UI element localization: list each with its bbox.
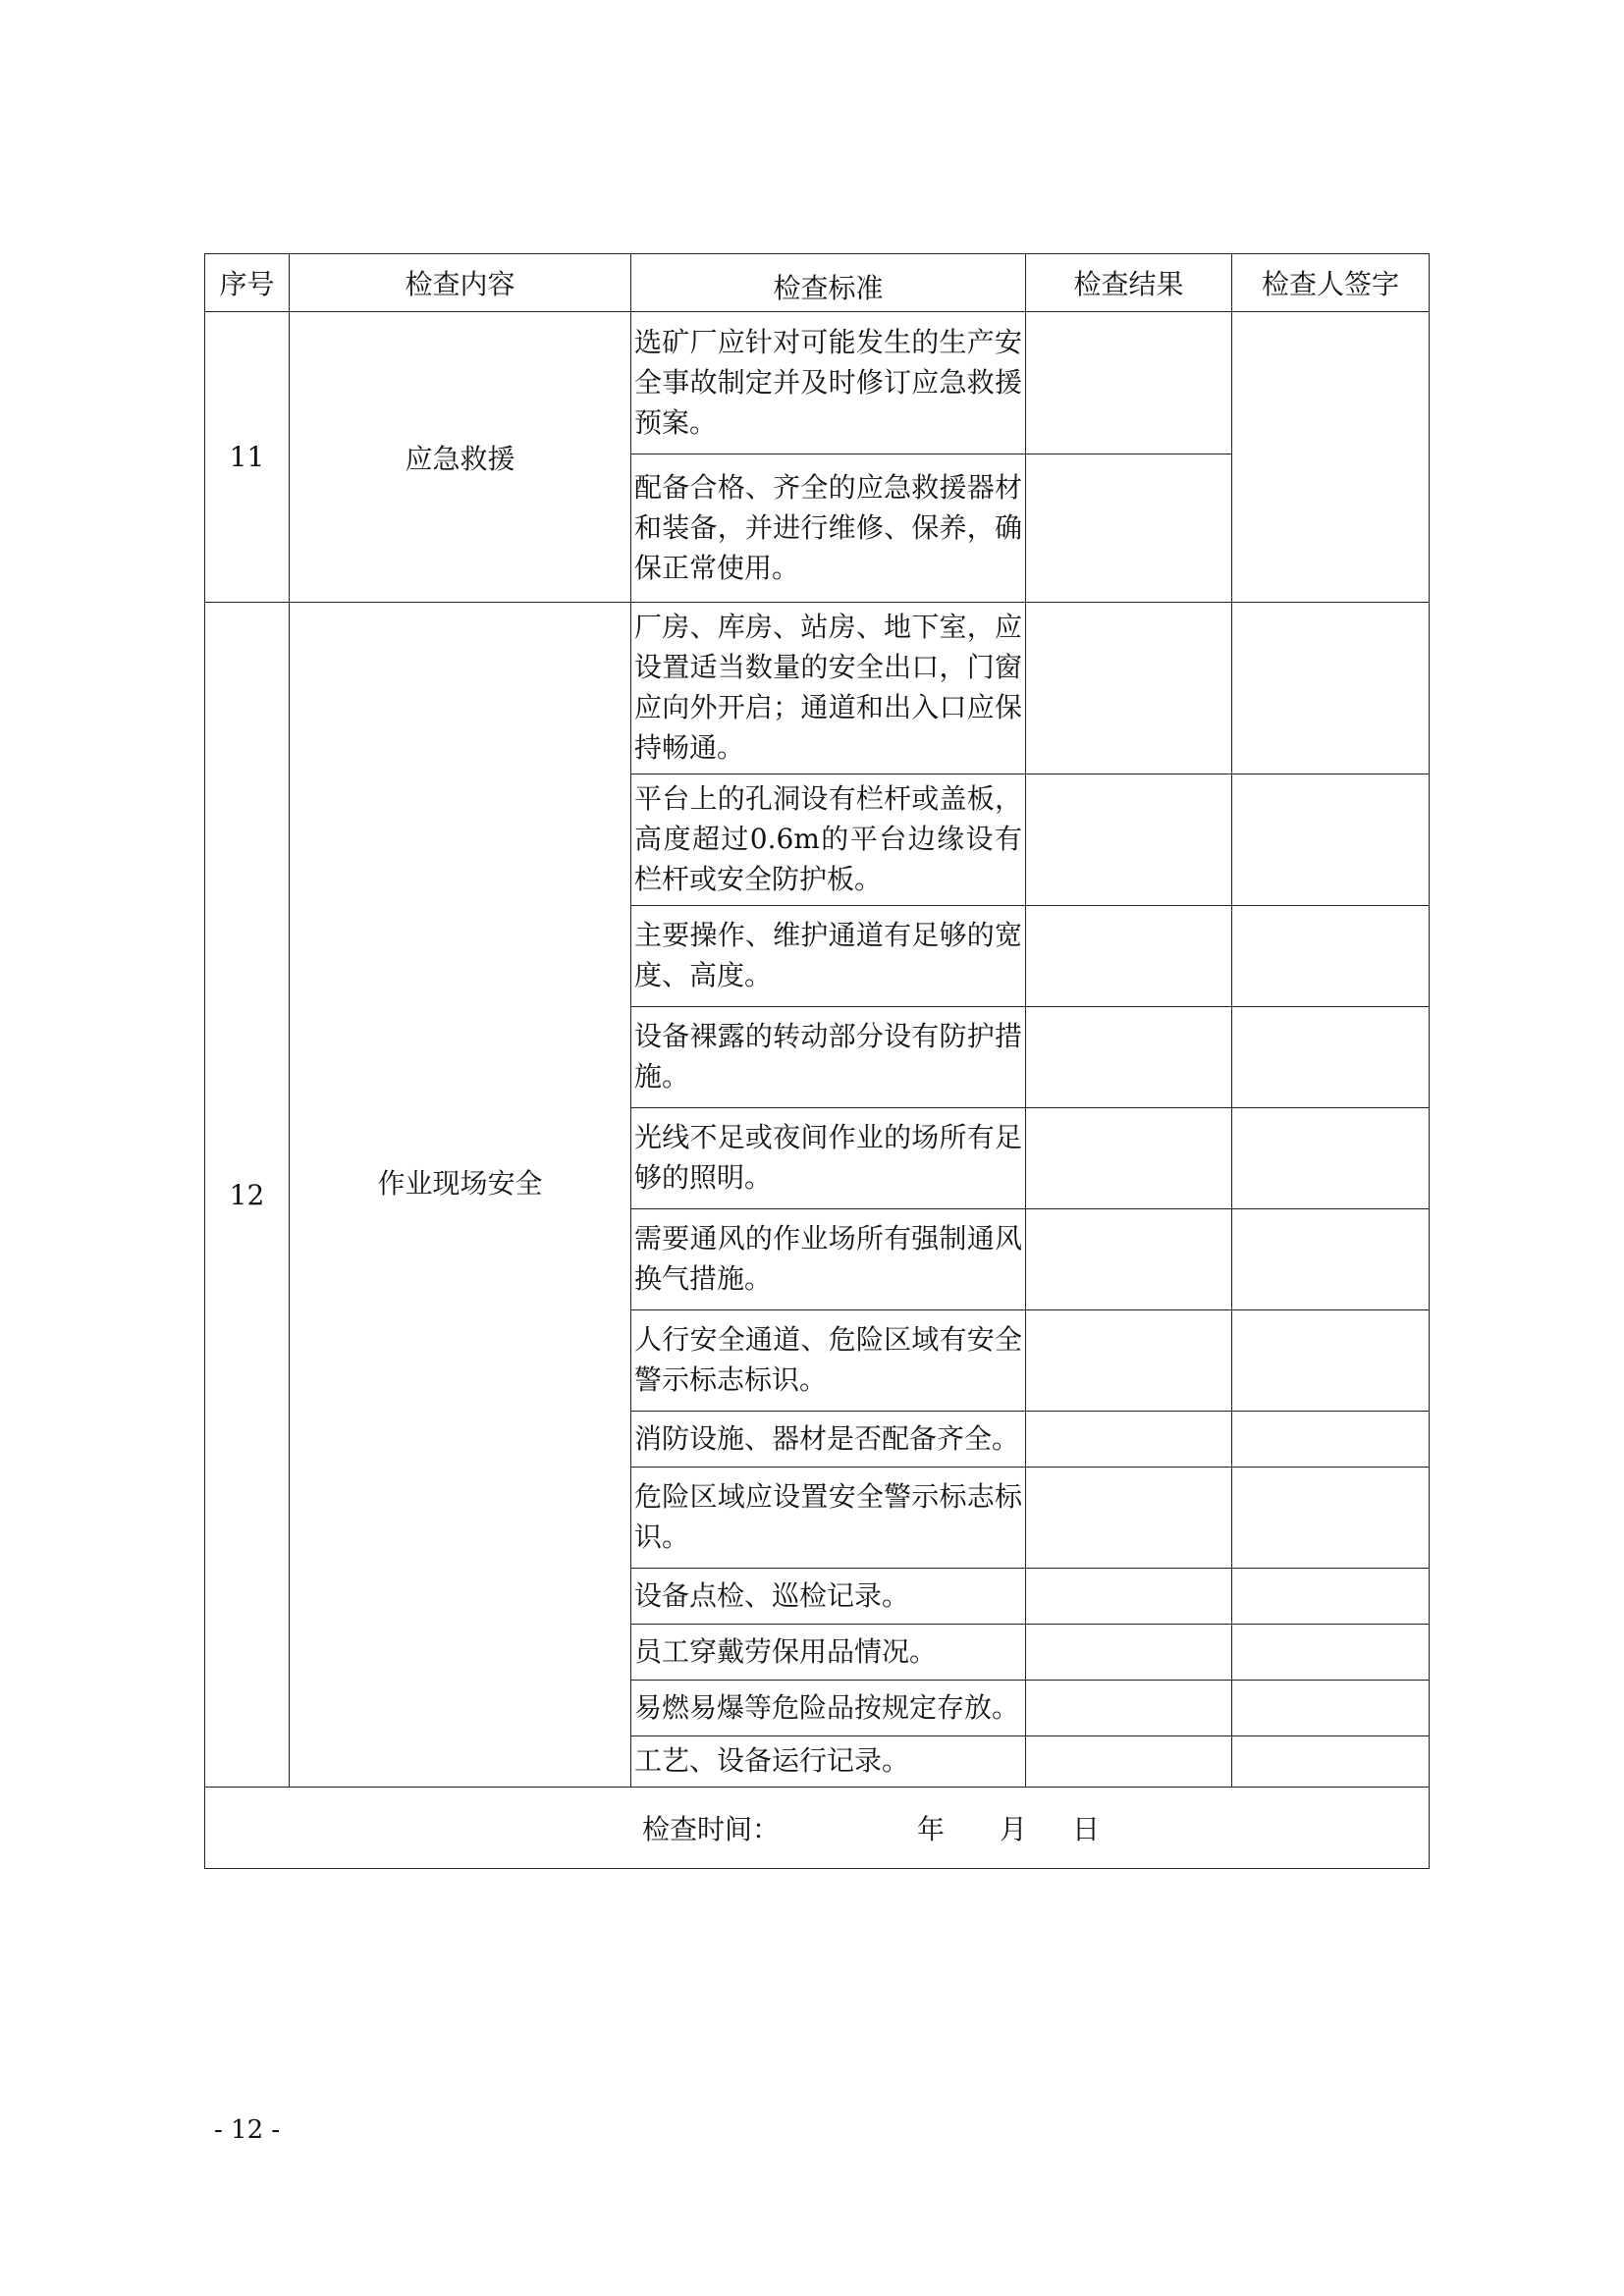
standard-cell: 危险区域应设置安全警示标志标识。 <box>631 1468 1026 1569</box>
header-signature: 检查人签字 <box>1232 254 1430 312</box>
signature-cell[interactable] <box>1232 1468 1430 1569</box>
signature-cell[interactable] <box>1232 1412 1430 1468</box>
signature-cell[interactable] <box>1232 1310 1430 1412</box>
standard-cell: 工艺、设备运行记录。 <box>631 1736 1026 1788</box>
signature-cell[interactable] <box>1232 1681 1430 1736</box>
standard-cell: 光线不足或夜间作业的场所有足够的照明。 <box>631 1108 1026 1209</box>
signature-cell[interactable] <box>1232 906 1430 1007</box>
content-cell: 作业现场安全 <box>290 603 631 1788</box>
signature-cell[interactable] <box>1232 1625 1430 1681</box>
inspection-date-cell <box>205 1788 1430 1869</box>
signature-cell[interactable] <box>1232 1007 1430 1108</box>
result-cell[interactable] <box>1026 1209 1232 1310</box>
result-cell[interactable] <box>1026 1468 1232 1569</box>
signature-cell[interactable] <box>1232 312 1430 603</box>
header-content: 检查内容 <box>290 254 631 312</box>
signature-cell[interactable] <box>1232 1569 1430 1625</box>
inspection-date-label: 检查时间： <box>641 1813 780 1845</box>
result-cell[interactable] <box>1026 1625 1232 1681</box>
standard-cell: 配备合格、齐全的应急救援器材和装备，并进行维修、保养，确保正常使用。 <box>631 454 1026 603</box>
standard-cell: 需要通风的作业场所有强制通风换气措施。 <box>631 1209 1026 1310</box>
signature-cell[interactable] <box>1232 1209 1430 1310</box>
result-cell[interactable] <box>1026 1310 1232 1412</box>
table-row <box>205 312 1430 454</box>
signature-cell[interactable] <box>1232 774 1430 906</box>
standard-cell: 平台上的孔洞设有栏杆或盖板，高度超过0.6m的平台边缘设有栏杆或安全防护板。 <box>631 774 1026 906</box>
table-row <box>205 603 1430 774</box>
inspection-date-month: 月 <box>1000 1813 1028 1845</box>
result-cell[interactable] <box>1026 1108 1232 1209</box>
footer-row <box>205 1788 1430 1869</box>
standard-cell: 主要操作、维护通道有足够的宽度、高度。 <box>631 906 1026 1007</box>
page-number: - 12 - <box>214 2115 281 2145</box>
inspection-date-day: 日 <box>1072 1813 1101 1845</box>
result-cell[interactable] <box>1026 454 1232 603</box>
header-standard: 检查标准 <box>631 254 1026 312</box>
standard-cell: 设备裸露的转动部分设有防护措施。 <box>631 1007 1026 1108</box>
seq-cell: 12 <box>205 603 290 1788</box>
result-cell[interactable] <box>1026 1007 1232 1108</box>
result-cell[interactable] <box>1026 1412 1232 1468</box>
signature-cell[interactable] <box>1232 1736 1430 1788</box>
result-cell[interactable] <box>1026 1736 1232 1788</box>
standard-cell: 人行安全通道、危险区域有安全警示标志标识。 <box>631 1310 1026 1412</box>
standard-cell: 厂房、库房、站房、地下室，应设置适当数量的安全出口，门窗应向外开启；通道和出入口应保持畅通。 <box>631 603 1026 774</box>
result-cell[interactable] <box>1026 774 1232 906</box>
standard-cell: 易燃易爆等危险品按规定存放。 <box>631 1681 1026 1736</box>
standard-cell: 员工穿戴劳保用品情况。 <box>631 1625 1026 1681</box>
inspection-date-year: 年 <box>916 1813 945 1845</box>
result-cell[interactable] <box>1026 312 1232 454</box>
header-row <box>205 254 1430 312</box>
result-cell[interactable] <box>1026 1681 1232 1736</box>
header-result: 检查结果 <box>1026 254 1232 312</box>
standard-cell: 消防设施、器材是否配备齐全。 <box>631 1412 1026 1468</box>
result-cell[interactable] <box>1026 906 1232 1007</box>
signature-cell[interactable] <box>1232 1108 1430 1209</box>
standard-cell: 设备点检、巡检记录。 <box>631 1569 1026 1625</box>
standard-cell: 选矿厂应针对可能发生的生产安全事故制定并及时修订应急救援预案。 <box>631 312 1026 454</box>
signature-cell[interactable] <box>1232 603 1430 774</box>
result-cell[interactable] <box>1026 603 1232 774</box>
header-seq: 序号 <box>205 254 290 312</box>
inspection-checklist-table <box>204 253 1430 1869</box>
result-cell[interactable] <box>1026 1569 1232 1625</box>
content-cell: 应急救援 <box>290 312 631 603</box>
seq-cell: 11 <box>205 312 290 603</box>
